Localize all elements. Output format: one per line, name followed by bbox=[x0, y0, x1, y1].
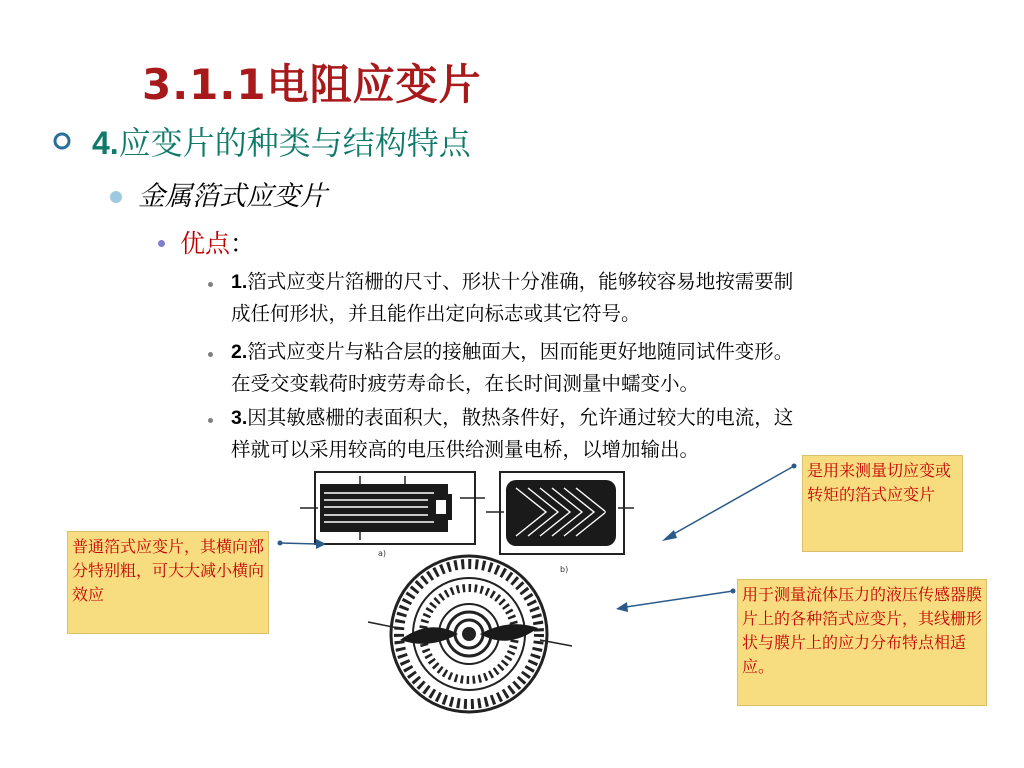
list-item-number: 1. bbox=[231, 271, 248, 293]
subsection-heading: 金属箔式应变片 bbox=[138, 181, 327, 212]
section-number: 4. bbox=[92, 125, 119, 161]
slide-title: 3.1.1电阻应变片 bbox=[142, 60, 482, 109]
foil-gauge-a-diagram bbox=[300, 472, 485, 544]
figure-label-a: a) bbox=[378, 549, 387, 558]
figure-label-b: b) bbox=[560, 565, 569, 574]
advantages-label: 优点 bbox=[180, 229, 231, 258]
foil-gauge-b-diagram bbox=[486, 472, 634, 554]
list-item-line1: 因其敏感栅的表面积大，散热条件好，允许通过较大的电流，这 bbox=[247, 406, 794, 429]
callout-shear-gauge: 是用来测量切应变或转矩的箔式应变片 bbox=[802, 455, 963, 552]
diaphragm-gauge-diagram bbox=[368, 556, 572, 712]
list-item-number: 3. bbox=[231, 407, 248, 429]
list-item-line2: 在受交变载荷时疲劳寿命长，在长时间测量中蠕变小。 bbox=[231, 372, 700, 395]
advantages-colon: ： bbox=[230, 229, 256, 258]
list-item-line1: 箔式应变片与粘合层的接触面大，因而能更好地随同试件变形。 bbox=[247, 340, 794, 363]
callout-pressure-gauge: 用于测量流体压力的液压传感器膜片上的各种箔式应变片，其线栅形状与膜片上的应力分布特点相适应。 bbox=[737, 579, 987, 706]
callout-normal-gauge: 普通箔式应变片，其横向部分特别粗，可大大减小横向效应 bbox=[67, 531, 269, 634]
list-item-number: 2. bbox=[231, 341, 248, 363]
list-item-line2: 成任何形状，并且能作出定向标志或其它符号。 bbox=[231, 302, 641, 325]
list-item-line1: 箔式应变片箔栅的尺寸、形状十分准确，能够较容易地按需要制 bbox=[247, 270, 794, 293]
section-heading-text: 应变片的种类与结构特点 bbox=[118, 124, 471, 162]
list-item-line2: 样就可以采用较高的电压供给测量电桥，以增加输出。 bbox=[231, 438, 700, 461]
